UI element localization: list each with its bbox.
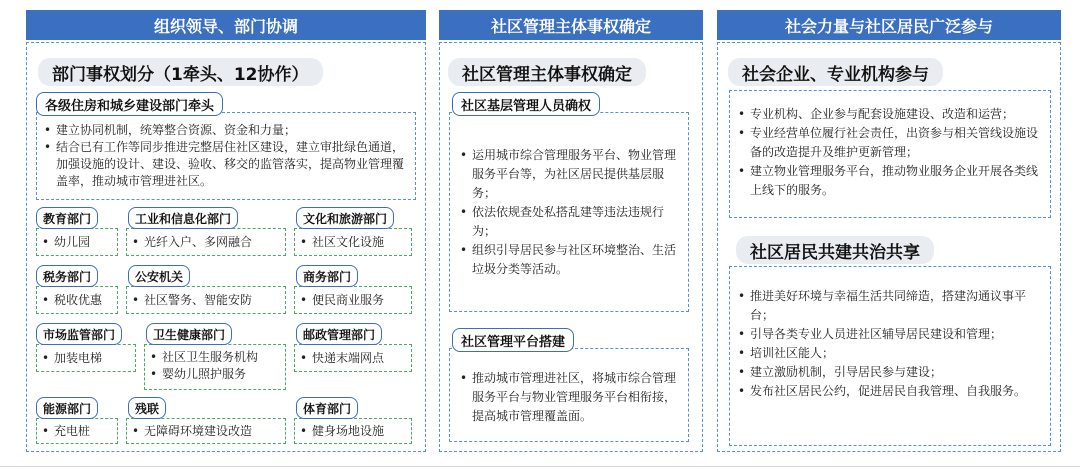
dept-list-postal [298,350,384,367]
dept-list-disabled [130,423,252,440]
list-item: • 建立激励机制，引导居民参与建设； [736,363,1044,382]
col3-header: 社会力量与社区居民广泛参与 [717,10,1061,40]
list-item: • 依法依规查处私搭乱建等违法违规行为； [458,203,682,241]
dept-name-culture: 文化和旅游部门 [296,207,394,229]
list-item: • 无障碍环境建设改造 [130,423,252,440]
col2-title: 社区管理主体事权确定 [448,58,646,86]
col1-title: 部门事权划分（1牵头、12协作） [38,58,323,86]
list-item: • 培训社区能人； [736,344,1044,363]
dept-name-education: 教育部门 [36,207,98,229]
list-item: • 推进美好环境与幸福生活共同缔造，搭建沟通议事平台； [736,287,1044,325]
dept-name-police: 公安机关 [128,265,190,287]
dept-name-disabled: 残联 [128,397,166,419]
dept-name-market: 市场监管部门 [36,323,122,345]
dept-list-sports [298,423,384,440]
dept-list-market [40,350,102,367]
list-item: • 幼儿园 [40,234,90,251]
col2-sec1-list [458,146,682,279]
list-item: • 便民商业服务 [298,292,384,309]
lead-name: 各级住房和城乡建设部门牵头 [36,92,223,116]
list-item: • 结合已有工作等同步推进完整居住社区建设，建立审批绿色通道，加强设施的设计、建设、验收、移交的监管落实，提高物业管理覆盖率，推动城市管理进社区。 [42,139,408,190]
list-item: • 引导各类专业人员进社区辅导居民建设和管理； [736,325,1044,344]
dept-name-tax: 税务部门 [36,265,98,287]
col3-sec1-list [736,105,1044,200]
list-item: • 运用城市综合管理服务平台、物业管理服务平台等，为社区居民提供基层服务； [458,146,682,203]
dept-list-culture [298,234,384,251]
dept-list-industry [130,234,252,251]
col3-sec2-name: 社区居民共建共治共享 [736,236,934,264]
dept-list-commerce [298,292,384,309]
bottom-divider [0,466,1080,467]
list-item: • 组织引导居民参与社区环境整治、生活垃圾分类等活动。 [458,241,682,279]
dept-name-sports: 体育部门 [296,397,358,419]
col2-sec1-name: 社区基层管理人员确权 [452,92,600,116]
list-item: • 社区警务、智能安防 [130,292,252,309]
dept-list-police [130,292,252,309]
dept-name-energy: 能源部门 [36,397,98,419]
col2-sec2-name: 社区管理平台搭建 [452,328,574,352]
list-item: • 社区卫生服务机构 [148,349,258,366]
dept-list-energy [40,423,90,440]
list-item: • 专业机构、企业参与配套设施建设、改造和运营； [736,105,1044,124]
col3-sec2-list [736,287,1044,401]
list-item: • 快递末端网点 [298,350,384,367]
list-item: • 专业经营单位履行社会责任，出资参与相关管线设施设备的改造提升及维护更新管理； [736,124,1044,162]
dept-name-health: 卫生健康部门 [146,323,232,345]
dept-list-health [148,349,258,383]
list-item: • 建立协同机制，统筹整合资源、资金和力量； [42,122,408,139]
dept-name-postal: 邮政管理部门 [296,323,382,345]
col2-sec2-list [458,369,682,426]
list-item: • 充电桩 [40,423,90,440]
col2-header: 社区管理主体事权确定 [439,10,703,40]
list-item: • 加装电梯 [40,350,102,367]
dept-name-commerce: 商务部门 [296,265,358,287]
list-item: • 光纤入户、多网融合 [130,234,252,251]
list-item: • 发布社区居民公约，促进居民自我管理、自我服务。 [736,382,1044,401]
dept-name-industry: 工业和信息化部门 [128,207,238,229]
list-item: • 税收优惠 [40,292,102,309]
list-item: • 推动城市管理进社区，将城市综合管理服务平台与物业管理服务平台相衔接，提高城市管理覆盖面。 [458,369,682,426]
list-item: • 婴幼儿照护服务 [148,366,258,383]
list-item: • 社区文化设施 [298,234,384,251]
col3-sec1-name: 社会企业、专业机构参与 [728,58,943,86]
list-item: • 健身场地设施 [298,423,384,440]
lead-list [42,122,408,190]
dept-list-tax [40,292,102,309]
dept-list-education [40,234,90,251]
list-item: • 建立物业管理服务平台，推动物业服务企业开展各类线上线下的服务。 [736,162,1044,200]
col1-header: 组织领导、部门协调 [26,10,426,40]
